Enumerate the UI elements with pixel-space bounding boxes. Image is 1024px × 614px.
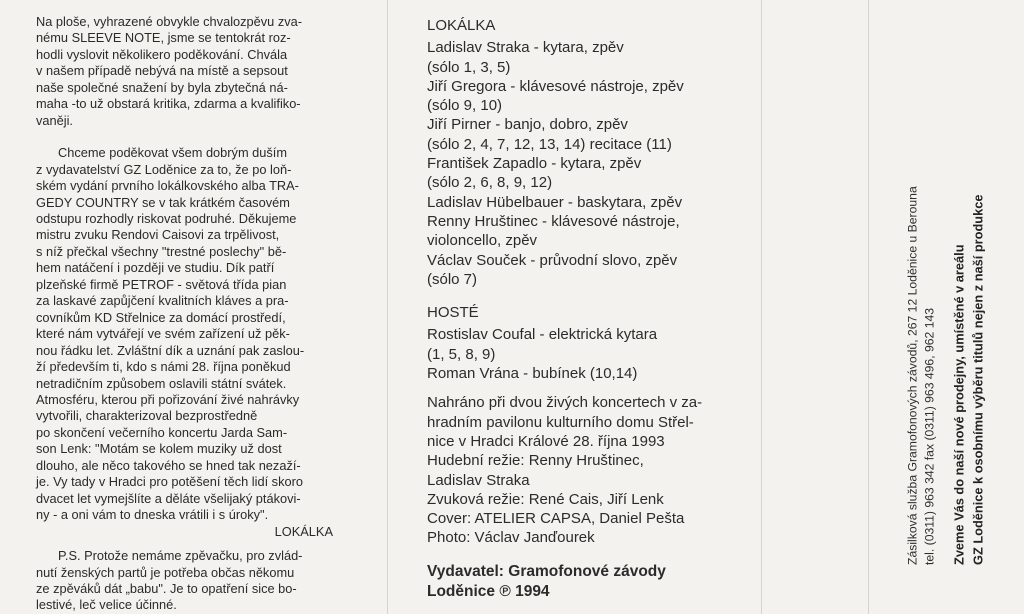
notes-line: netradičním způsobem oslavili státní svátek. — [36, 375, 287, 391]
notes-line: maha -to už obstará kritika, zdarma a kvalifiko- — [36, 96, 301, 112]
notes-line: po skončení večerního koncertu Jarda Sam- — [36, 424, 288, 440]
notes-line: vytvořili, charakterizoval bezprostředně — [36, 408, 258, 424]
address-block — [905, 45, 988, 565]
notes-line: dlouho, ale něco takového se hned tak nezaží- — [36, 457, 301, 473]
band-member-line: (sólo 2, 4, 7, 12, 13, 14) recitace (11) — [427, 135, 672, 153]
sleeve-notes — [36, 14, 353, 614]
notes-line: P.S. Protože nemáme zpěvačku, pro zvlád- — [58, 548, 303, 564]
notes-line: nutí ženských partů je potřeba občas někomu — [36, 564, 295, 580]
band-member-line: violoncello, zpěv — [427, 232, 538, 250]
production-line: Hudební režie: Renny Hruštinec, — [427, 452, 644, 470]
band-member-line: Ladislav Straka - kytara, zpěv — [427, 39, 624, 57]
notes-line: Chceme poděkovat všem dobrým duším — [58, 145, 288, 161]
spine-panel — [762, 0, 868, 614]
notes-line: dvacet let vymejšlíte a děláte všelijaký ptákovi- — [36, 490, 301, 506]
notes-postscript — [36, 548, 353, 614]
notes-line: ny - a oni vám to dneska vrátili i s úroky". — [36, 507, 269, 523]
notes-line: s níž přečkal všechny "trestné poslechy" bě- — [36, 243, 287, 259]
credits-panel — [388, 0, 761, 614]
notes-line: v našem případě nebývá na místě a sepsout — [36, 63, 288, 79]
promo-line: GZ Loděnice k osobnímu výběru titulů nejen z naší produkce — [970, 194, 986, 565]
publisher-line: Vydavatel: Gramofonové závody — [427, 562, 666, 580]
notes-line: je. Vy tady v Hradci pro potěšení těch lidí skoro — [36, 474, 303, 490]
notes-line: plzeňské firmě PETROF - světová třída pian — [36, 276, 287, 292]
band-member-line: (sólo 2, 6, 8, 9, 12) — [427, 174, 553, 192]
band-member-line: (sólo 9, 10) — [427, 97, 503, 115]
notes-line: Atmosféru, kterou při pořizování živé nahrávky — [36, 391, 300, 407]
notes-line: ze zpěváků dát „babu". Je to opatření sice bo- — [36, 580, 297, 596]
notes-line: mistru zvuku Rendovi Caisovi za trpělivost, — [36, 227, 280, 243]
production-line: Ladislav Straka — [427, 471, 530, 489]
notes-line: naše společné snažení by byla zbytečná ná- — [36, 79, 288, 95]
notes-line: odstupu rozhodly riskovat podruhé. Děkujeme — [36, 210, 297, 226]
band-member-line: František Zapadlo - kytara, zpěv — [427, 155, 642, 173]
production-line: Cover: ATELIER CAPSA, Daniel Pešta — [427, 510, 685, 528]
production-line: Zvuková režie: René Cais, Jiří Lenk — [427, 490, 664, 508]
promo-line: Zveme Vás do naší nové prodejny, umístěné v areálu — [951, 244, 967, 565]
notes-line: hodli vyslovit několikero poděkování. Chvála — [36, 46, 288, 62]
notes-line: ském vydání prvního lokálkovského alba TRA- — [36, 178, 299, 194]
band-member-line: (sólo 7) — [427, 270, 478, 288]
band-member-line: Renny Hruštinec - klávesové nástroje, — [427, 212, 680, 230]
guest-line: Roman Vrána - bubínek (10,14) — [427, 365, 638, 383]
notes-paragraph-1 — [36, 14, 353, 129]
notes-line: Na ploše, vyhrazené obvykle chvalozpěvu zva- — [36, 14, 303, 29]
notes-line: nému SLEEVE NOTE, jsme se tentokrát roz- — [36, 30, 291, 46]
notes-line: vaněji. — [36, 112, 73, 128]
band-member-line: Ladislav Hübelbauer - baskytara, zpěv — [427, 193, 683, 211]
band-member-line: Jiří Gregora - klávesové nástroje, zpěv — [427, 77, 684, 95]
notes-line: lestivé, leč velice účinné. — [36, 597, 177, 613]
notes-panel — [0, 0, 387, 614]
guest-line: Rostislav Coufal - elektrická kytara — [427, 326, 658, 344]
notes-line: ží především ti, kdo s námi 28. října poněkud — [36, 359, 291, 375]
notes-line: son Lenk: "Motám se kolem muziky už dost — [36, 441, 282, 457]
recording-line: nice v Hradci Králové 28. října 1993 — [427, 432, 665, 450]
notes-signature: LOKÁLKA — [274, 523, 333, 539]
notes-line: které nám vytvářejí ve svém zařízení už pěk- — [36, 326, 290, 342]
band-member-line: Václav Souček - průvodní slovo, zpěv — [427, 251, 678, 269]
address-line: tel. (0311) 963 342 fax (0311) 963 496, 962 143 — [922, 307, 937, 565]
address-panel — [869, 0, 1024, 614]
notes-line: za laskavé zapůjčení kvalitních kláves a pra- — [36, 293, 289, 309]
band-heading: LOKÁLKA — [427, 17, 496, 34]
notes-line: covníkům KD Střelnice za domácí prostředí, — [36, 309, 286, 325]
notes-line: nou řádku let. Zvláštní dík a uznání pak zaslou- — [36, 342, 305, 358]
band-member-line: (sólo 1, 3, 5) — [427, 58, 511, 76]
notes-line: GEDY COUNTRY se v tak krátkém časovém — [36, 194, 290, 210]
guests-heading: HOSTÉ — [427, 304, 479, 322]
recording-line: Nahráno při dvou živých koncertech v za- — [427, 394, 703, 412]
notes-paragraph-2 — [36, 145, 353, 523]
band-member-line: Jiří Pirner - banjo, dobro, zpěv — [427, 116, 628, 134]
notes-line: hem natáčení i později ve studiu. Dík patří — [36, 260, 275, 276]
production-line: Photo: Václav Janďourek — [427, 529, 595, 547]
address-line: Zásilková služba Gramofonových závodů, 267 12 Loděnice u Berouna — [905, 186, 920, 565]
publisher-line: Loděnice ℗ 1994 — [427, 582, 550, 600]
guest-line: (1, 5, 8, 9) — [427, 345, 496, 363]
notes-line: z vydavatelství GZ Loděnice za to, že po loň- — [36, 161, 292, 177]
recording-line: hradním pavilonu kulturního domu Střel- — [427, 413, 694, 431]
credits — [427, 16, 757, 602]
